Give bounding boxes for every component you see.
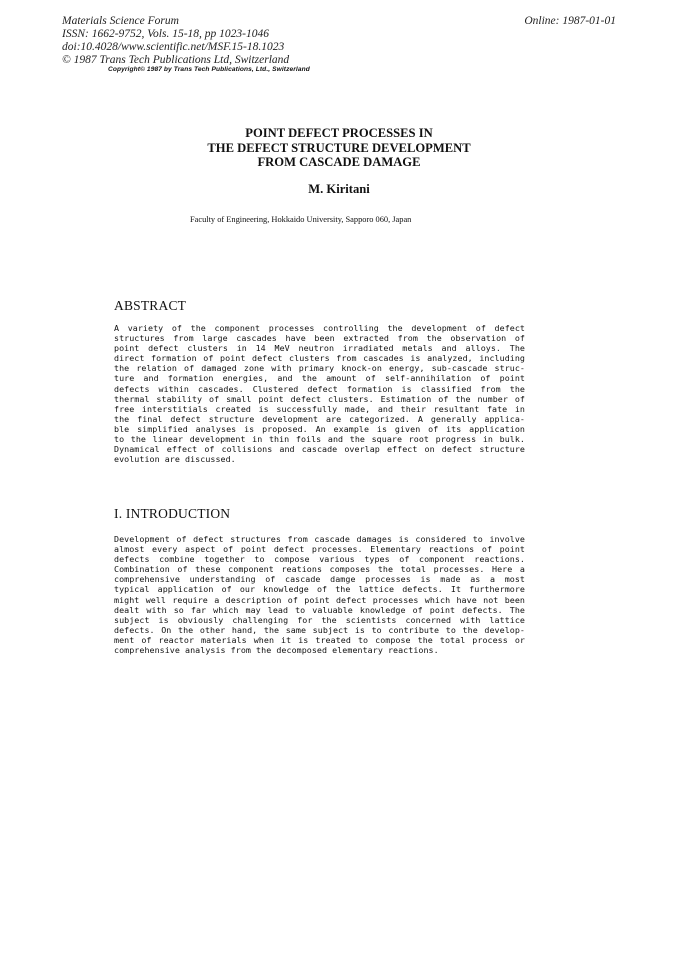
intro-line: defects combine together to compose various types of component reactions. [114, 554, 525, 565]
abstract-body [114, 323, 525, 464]
intro-line: comprehensive analysis from the decomposed elementary reactions. [114, 645, 439, 656]
intro-line: subject is obviously challenging for the scientists concerned with lattice [114, 614, 525, 625]
abstract-line: structures from large cascades have been extracted from the observation of [114, 333, 525, 344]
author-affiliation: Faculty of Engineering, Hokkaido University, Sapporo 060, Japan [190, 215, 412, 224]
abstract-line: the relation of damaged zone with primary knock-on energy, sub-cascade struc- [114, 363, 525, 374]
abstract-line: direct formation of point defect clusters from cascades is analyzed, including [114, 353, 525, 364]
title-line: POINT DEFECT PROCESSES IN [245, 126, 433, 140]
intro-line: typical application of our knowledge of the lattice defects. It furthermore [114, 584, 525, 595]
abstract-line: ture and formation energies, and the amount of self-annihilation of point [114, 373, 525, 384]
abstract-line: the final defect structure development are categorized. A generally applica- [114, 413, 525, 424]
abstract-line: Dynamical effect of collisions and cascade overlap effect on defect structure [114, 444, 525, 455]
journal-metadata [62, 15, 289, 67]
abstract-line: point defect clusters in 14 MeV neutron irradiated metals and alloys. The [114, 343, 525, 354]
abstract-line: free interstitials created is successfully made, and their resultant fate in [114, 403, 525, 414]
intro-line: comprehensive understanding of cascade damge processes is made as a most [114, 574, 525, 585]
online-date: Online: 1987-01-01 [524, 15, 616, 27]
copyright-notice: Copyright© 1987 by Trans Tech Publications, Ltd., Switzerland [108, 66, 310, 73]
publisher-line: © 1987 Trans Tech Publications Ltd, Switzerland [62, 54, 290, 66]
doi-link[interactable]: doi:10.4028/www.scientific.net/MSF.15-18.1023 [62, 41, 285, 53]
intro-line: almost every aspect of point defect processes. Elementary reactions of point [114, 544, 525, 555]
introduction-body [114, 534, 525, 655]
abstract-line: evolution are discussed. [114, 454, 236, 465]
title-line: THE DEFECT STRUCTURE DEVELOPMENT [207, 140, 471, 155]
introduction-heading: I. INTRODUCTION [114, 506, 231, 521]
journal-name: Materials Science Forum [62, 15, 179, 27]
issn-line: ISSN: 1662-9752, Vols. 15-18, pp 1023-1046 [62, 28, 269, 40]
title-line: FROM CASCADE DAMAGE [257, 155, 421, 169]
intro-line: ment of reactor materials when it is treated to compose the total process or [114, 634, 525, 645]
intro-line: dealt with so far which may lead to valuable knowledge of point defects. The [114, 604, 525, 615]
abstract-line: to the linear development in thin foils and the square root progress in bulk. [114, 434, 525, 445]
abstract-line: defects within cascades. Clustered defect formation is classified from the [114, 383, 525, 394]
author-name: M. Kiritani [308, 182, 370, 196]
abstract-heading: ABSTRACT [114, 298, 187, 313]
intro-line: Development of defect structures from cascade damages is considered to involve [114, 534, 525, 544]
abstract-line: A variety of the component processes controlling the development of defect [114, 323, 525, 333]
abstract-line: ble simplified analyses is proposed. An example is given of its application [114, 423, 525, 434]
intro-line: Combination of these component reations composes the total processes. Here a [114, 564, 525, 575]
intro-line: might well require a description of point defect processes which have not been [114, 594, 525, 605]
abstract-line: thermal stability of small point defect clusters. Estimation of the number of [114, 393, 525, 404]
intro-line: defects. On the other hand, the same subject is to contribute to the develop- [114, 624, 525, 635]
paper-title [0, 126, 678, 170]
